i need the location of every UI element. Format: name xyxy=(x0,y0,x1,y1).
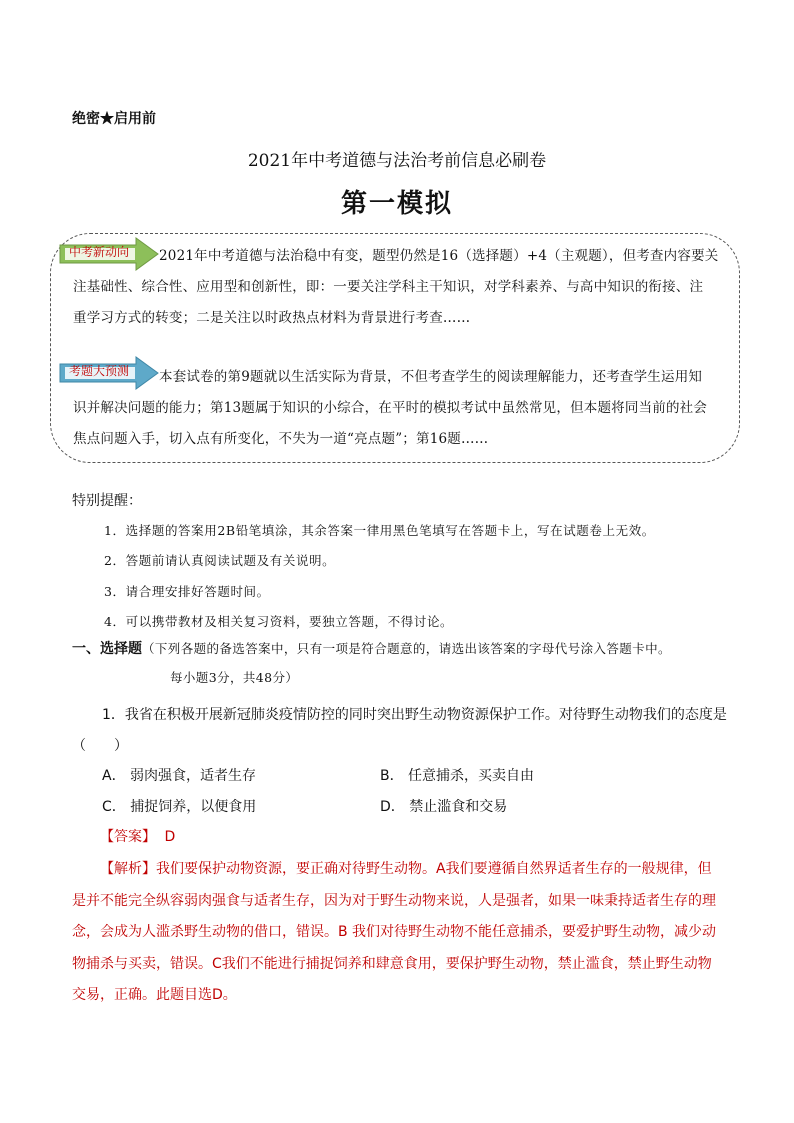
tag-prediction: 考题大预测 xyxy=(69,364,130,378)
exam-title: 2021年中考道德与法治考前信息必刷卷 xyxy=(247,151,547,171)
section-heading xyxy=(72,638,671,658)
analysis-line: 物捕杀与买卖，错误。C我们不能进行捕捉饲养和肆意食用，要保护野生动物，禁止滥食，禁止野生动物 xyxy=(72,956,712,972)
section-note-score: 每小题3分，共48分） xyxy=(170,670,299,685)
option-b: B． 任意捕杀，买卖自由 xyxy=(380,768,535,784)
tag-new-trend: 中考新动向 xyxy=(69,245,130,259)
info-line-4: 本套试卷的第9题就以生活实际为背景，不但考查学生的阅读理解能力，还考查学生运用知 xyxy=(159,369,703,385)
reminder-item: 2．答题前请认真阅读试题及有关说明。 xyxy=(104,553,336,568)
option-d: D． 禁止滥食和交易 xyxy=(380,799,508,815)
analysis-line: 是并不能完全纵容弱肉强食与适者生存，因为对于野生动物来说，人是强者，如果一味秉持适者生存的理 xyxy=(72,893,716,909)
exam-subtitle: 第一模拟 xyxy=(340,189,453,219)
reminder-item: 4．可以携带教材及相关复习资料，要独立答题，不得讨论。 xyxy=(104,614,454,629)
analysis-label: 【解析】 xyxy=(100,861,156,877)
answer-value: D xyxy=(164,829,176,845)
secret-mark: 绝密★启用前 xyxy=(72,111,156,127)
analysis-line: 念，会成为人滥杀野生动物的借口，错误。B 我们对待野生动物不能任意捕杀，要爱护野生动物，减少动 xyxy=(72,924,717,940)
reminder-item: 3．请合理安排好答题时间。 xyxy=(104,584,270,599)
answer xyxy=(100,826,175,846)
question-stem: 1．我省在积极开展新冠肺炎疫情防控的同时突出野生动物资源保护工作。对待野生动物我们的态度是 xyxy=(102,707,727,723)
info-line-6: 焦点问题入手，切入点有所变化，不失为一道“亮点题”；第16题…… xyxy=(73,431,489,447)
info-line-5: 识并解决问题的能力；第13题属于知识的小综合，在平时的模拟考试中虽然常见，但本题将同当前的社会 xyxy=(73,400,708,416)
info-line-3: 重学习方式的转变；二是关注以时政热点材料为背景进行考查…… xyxy=(73,310,471,326)
answer-label: 【答案】 xyxy=(100,829,156,845)
analysis-line xyxy=(100,858,712,878)
info-box xyxy=(50,233,740,463)
analysis-text: 我们要保护动物资源，要正确对待野生动物。A我们要遵循自然界适者生存的一般规律，但 xyxy=(156,861,712,877)
info-line-2: 注基础性、综合性、应用型和创新性，即：一要关注学科主干知识，对学科素养、与高中知识的衔接、注 xyxy=(73,279,704,295)
question-blank: （ ） xyxy=(72,738,128,754)
analysis-line: 交易，正确。此题目选D。 xyxy=(72,987,237,1003)
option-a: A． 弱肉强食，适者生存 xyxy=(102,768,257,784)
reminder-item: 1．选择题的答案用2B铅笔填涂，其余答案一律用黑色笔填写在答题卡上，写在试题卷上无效。 xyxy=(104,523,655,538)
section-note: （下列各题的备选答案中，只有一项是符合题意的，请选出该答案的字母代号涂入答题卡中。 xyxy=(142,641,671,656)
option-c: C． 捕捉饲养，以便食用 xyxy=(102,799,257,815)
section-title: 一、选择题 xyxy=(72,641,142,657)
info-line-1: 2021年中考道德与法治稳中有变，题型仍然是16（选择题）+4（主观题），但考查内容要关 xyxy=(159,248,719,264)
reminder-title: 特别提醒： xyxy=(72,493,142,509)
